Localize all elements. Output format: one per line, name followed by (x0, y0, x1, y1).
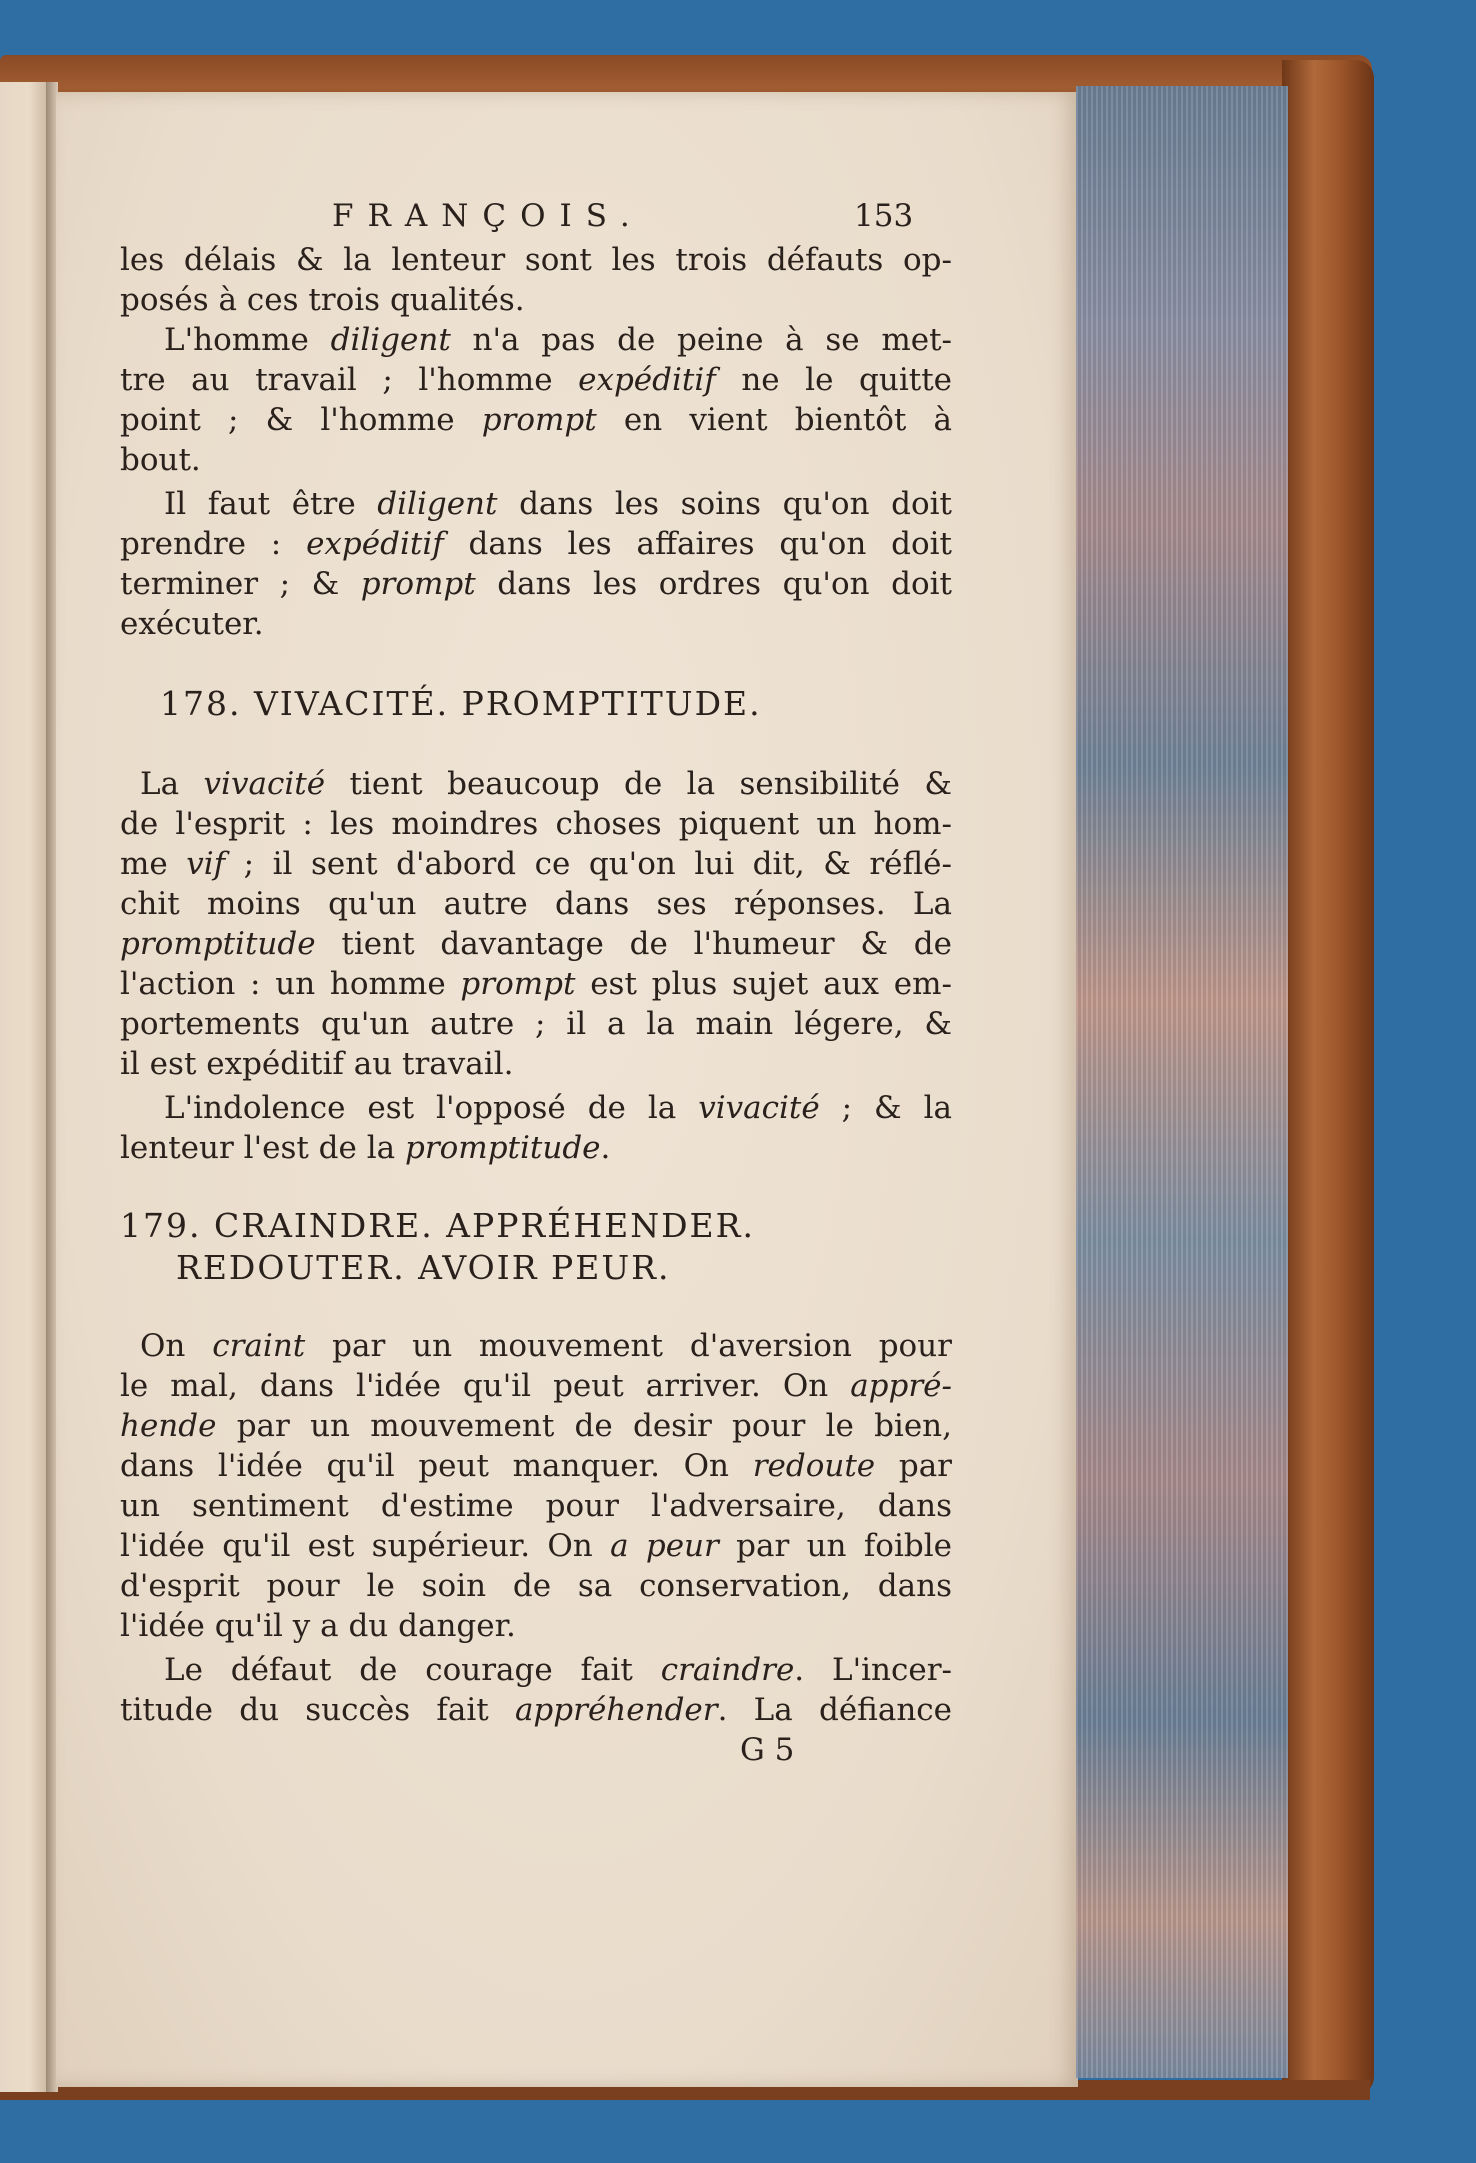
text-line: prendre : expéditif dans les affaires qu'on doit (120, 526, 952, 562)
text-line: L'indolence est l'opposé de la vivacité ; & la (164, 1090, 952, 1126)
text-line: Il faut être diligent dans les soins qu'on doit (164, 486, 952, 522)
text-line: Le défaut de courage fait craindre. L'incer- (164, 1652, 952, 1688)
text-line: chit moins qu'un autre dans ses réponses. La (120, 886, 952, 922)
text-line: l'idée qu'il est supérieur. On a peur par un foible (120, 1528, 952, 1564)
text-line: bout. (120, 442, 201, 478)
text-line: il est expéditif au travail. (120, 1046, 514, 1082)
page-text (60, 0, 1080, 2163)
text-line: me vif ; il sent d'abord ce qu'on lui dit, & réflé- (120, 846, 952, 882)
printer-signature: G 5 (740, 1732, 795, 1768)
section-heading-178: 178. VIVACITÉ. PROMPTITUDE. (160, 684, 762, 723)
text-line: titude du succès fait appréhender. La défiance (120, 1692, 953, 1728)
text-line: d'esprit pour le soin de sa conservation, dans (120, 1568, 952, 1604)
text-line: promptitude tient davantage de l'humeur & de (120, 926, 952, 962)
text-line: portements qu'un autre ; il a la main légere, & (120, 1006, 952, 1042)
text-line: le mal, dans l'idée qu'il peut arriver. On appré- (120, 1368, 952, 1404)
text-line: tre au travail ; l'homme expéditif ne le quitte (120, 362, 952, 398)
text-line: dans l'idée qu'il peut manquer. On redoute par (120, 1448, 952, 1484)
text-line: point ; & l'homme prompt en vient bientôt à (120, 402, 952, 438)
text-line: l'idée qu'il y a du danger. (120, 1608, 516, 1644)
text-line: terminer ; & prompt dans les ordres qu'on doit (120, 566, 952, 602)
text-line: de l'esprit : les moindres choses piquent un hom- (120, 806, 952, 842)
page-number: 153 (854, 198, 914, 234)
section-heading-179-line1: 179. CRAINDRE. APPRÉHENDER. (120, 1206, 755, 1245)
text-line: hende par un mouvement de desir pour le bien, (120, 1408, 952, 1444)
text-line: l'action : un homme prompt est plus sujet aux em- (120, 966, 952, 1002)
text-line: lenteur l'est de la promptitude. (120, 1130, 611, 1166)
running-head: FRANÇOIS. (332, 198, 644, 234)
text-line: posés à ces trois qualités. (120, 282, 525, 318)
text-line: exécuter. (120, 606, 264, 642)
section-heading-179-line2: REDOUTER. AVOIR PEUR. (176, 1248, 671, 1287)
marbled-fore-edge (1076, 86, 1288, 2078)
text-line: un sentiment d'estime pour l'adversaire, dans (120, 1488, 952, 1524)
text-line: On craint par un mouvement d'aversion pour (140, 1328, 952, 1364)
left-page-edge (0, 82, 48, 2092)
book-cover-spine-edge (1282, 60, 1374, 2095)
text-line: les délais & la lenteur sont les trois défauts op- (120, 242, 952, 278)
text-line: La vivacité tient beaucoup de la sensibilité & (140, 766, 953, 802)
text-line: L'homme diligent n'a pas de peine à se met- (164, 322, 952, 358)
